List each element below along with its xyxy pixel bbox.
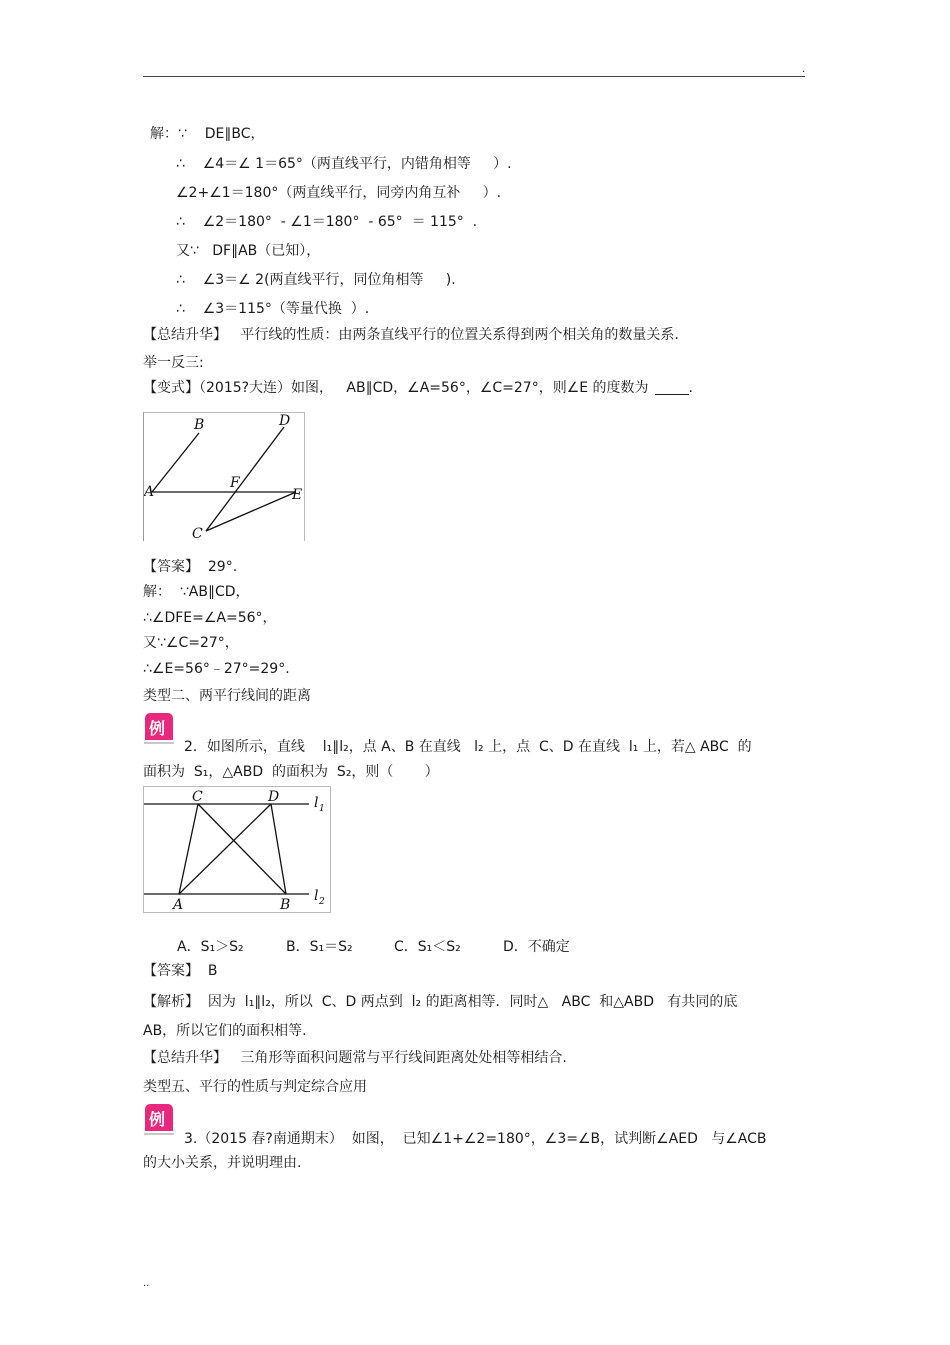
type-five-title: 类型五、平行的性质与判定综合应用 — [143, 1079, 367, 1095]
solution-line-6: ∴ ∠3＝∠ 2(两直线平行，同位角相等 ). — [176, 272, 456, 288]
question-3-line-1: 3.（2015 春?南通期末） 如图， 已知∠1+∠2=180°，∠3=∠B，试判断∠AED 与∠ACB — [184, 1131, 767, 1147]
question-2-line-1: 2．如图所示，直线 l₁∥l₂，点 A、B 在直线 l₂ 上，点 C、D 在直线 l₁ 上，若△ ABC 的 — [184, 739, 752, 755]
figure-2-svg — [144, 787, 330, 912]
solution-line-5: 又∵ DF∥AB（已知）， — [176, 243, 321, 259]
solution-line-7: ∴ ∠3＝115°（等量代换 ）. — [176, 301, 370, 317]
header-dot: . — [802, 64, 806, 75]
solution2-line-2: ∴∠DFE=∠A=56°， — [143, 610, 277, 626]
solution2-line-3: 又∵∠C=27°， — [143, 635, 239, 651]
label-C2: C — [192, 789, 203, 805]
line-AB — [152, 433, 199, 492]
analysis-line-1: 【解析】 因为 l₁∥l₂，所以 C、D 两点到 l₂ 的距离相等．同时△ ABC 和△ABD 有共同的底 — [143, 994, 738, 1010]
label-C: C — [192, 526, 203, 541]
practice-heading: 举一反三: — [143, 355, 204, 371]
solution2-line-1: 解： ∵AB∥CD， — [143, 584, 250, 600]
label-A: A — [144, 484, 155, 500]
solution-line-1: 解：∵ DE∥BC， — [150, 126, 265, 142]
answer-2: 【答案】 B — [143, 963, 218, 979]
variant-end: . — [688, 380, 693, 396]
answer-blank — [655, 380, 689, 395]
line-CE — [206, 492, 296, 531]
summary-2: 【总结升华】 三角形等面积问题常与平行线间距离处处相等相结合. — [143, 1050, 567, 1066]
label-l2-sub: 2 — [319, 897, 325, 907]
label-B: B — [194, 417, 205, 433]
analysis-line-2: AB，所以它们的面积相等. — [143, 1023, 307, 1039]
label-l2: l — [314, 888, 319, 904]
label-B2: B — [280, 897, 291, 912]
example-icon — [144, 712, 174, 746]
example-icon-label: 例 — [149, 719, 166, 738]
segment-AC — [179, 804, 198, 894]
label-F: F — [230, 475, 240, 491]
label-l1-sub: 1 — [319, 804, 325, 814]
variant-question — [143, 379, 693, 397]
label-A2: A — [173, 897, 184, 912]
label-l1: l — [314, 795, 319, 811]
answer-1: 【答案】 29°. — [143, 559, 238, 575]
summary-1: 【总结升华】 平行线的性质：由两条直线平行的位置关系得到两个相关角的数量关系. — [143, 327, 679, 343]
question-2-line-2: 面积为 S₁，△ABD 的面积为 S₂，则（ ） — [143, 764, 439, 780]
label-D: D — [279, 413, 291, 429]
question-3-line-2: 的大小关系，并说明理由. — [143, 1155, 302, 1171]
solution2-line-4: ∴∠E=56°﹣27°=29°. — [143, 661, 290, 677]
figure-1-svg — [144, 413, 304, 541]
option-d: D．不确定 — [503, 939, 570, 955]
footer-dots: .. — [143, 1278, 150, 1289]
solution-line-3: ∠2+∠1＝180°（两直线平行，同旁内角互补 ）. — [176, 185, 502, 201]
option-b: B．S₁＝S₂ — [286, 939, 353, 955]
header-rule — [143, 76, 805, 77]
solution-line-4: ∴ ∠2＝180° - ∠1＝180° - 65° ＝ 115° . — [176, 214, 478, 230]
option-a: A．S₁＞S₂ — [177, 939, 244, 955]
example-icon-2 — [144, 1103, 174, 1137]
segment-AD — [179, 804, 271, 894]
variant-text: 【变式】（2015?大连）如图， AB∥CD，∠A=56°，∠C=27°，则∠E 的度数为 — [143, 380, 649, 396]
figure-triangles — [143, 786, 331, 913]
figure-parallel-lines — [143, 412, 305, 541]
label-D2: D — [268, 789, 280, 805]
solution-line-2: ∴ ∠4＝∠ 1＝65°（两直线平行，内错角相等 ）. — [176, 156, 512, 172]
example-icon-2-label: 例 — [149, 1110, 166, 1129]
option-c: C．S₁＜S₂ — [394, 939, 461, 955]
label-E: E — [292, 487, 303, 503]
line-CD — [206, 427, 284, 531]
type-two-title: 类型二、两平行线间的距离 — [143, 688, 311, 704]
